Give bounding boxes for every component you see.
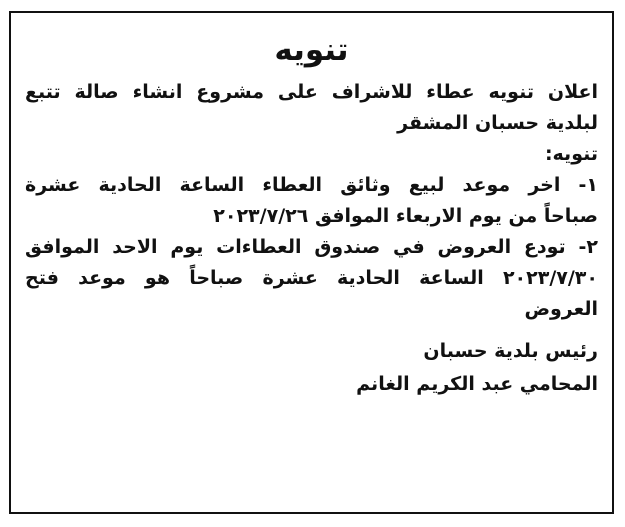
item-2-line-1: ٢- تودع العروض في صندوق العطاءات يوم الاحد الموافق xyxy=(25,236,598,258)
item-2-line-2: ٢٠٢٣/٧/٣٠ الساعة الحادية عشرة صباحاً هو موعد فتح xyxy=(25,267,598,289)
item-1-line-2: صباحاً من يوم الاربعاء الموافق ٢٠٢٣/٧/٢٦ xyxy=(213,205,598,227)
item-2-line-3: العروض xyxy=(524,298,598,320)
item-1-line-1: ١- اخر موعد لبيع وثائق العطاء الساعة الحادية عشرة xyxy=(25,174,598,196)
intro-line-1: اعلان تنويه عطاء للاشراف على مشروع انشاء صالة تتبع xyxy=(25,81,598,103)
intro-line-2: لبلدية حسبان المشقر xyxy=(397,112,598,134)
signature-spacer xyxy=(25,325,598,335)
notice-title: تنويه xyxy=(274,32,349,68)
note-heading: تنويه: xyxy=(544,143,598,165)
notice-box xyxy=(9,11,614,514)
signature-position: رئيس بلدية حسبان xyxy=(423,340,598,362)
signature-name: المحامي عبد الكريم الغانم xyxy=(356,373,598,395)
